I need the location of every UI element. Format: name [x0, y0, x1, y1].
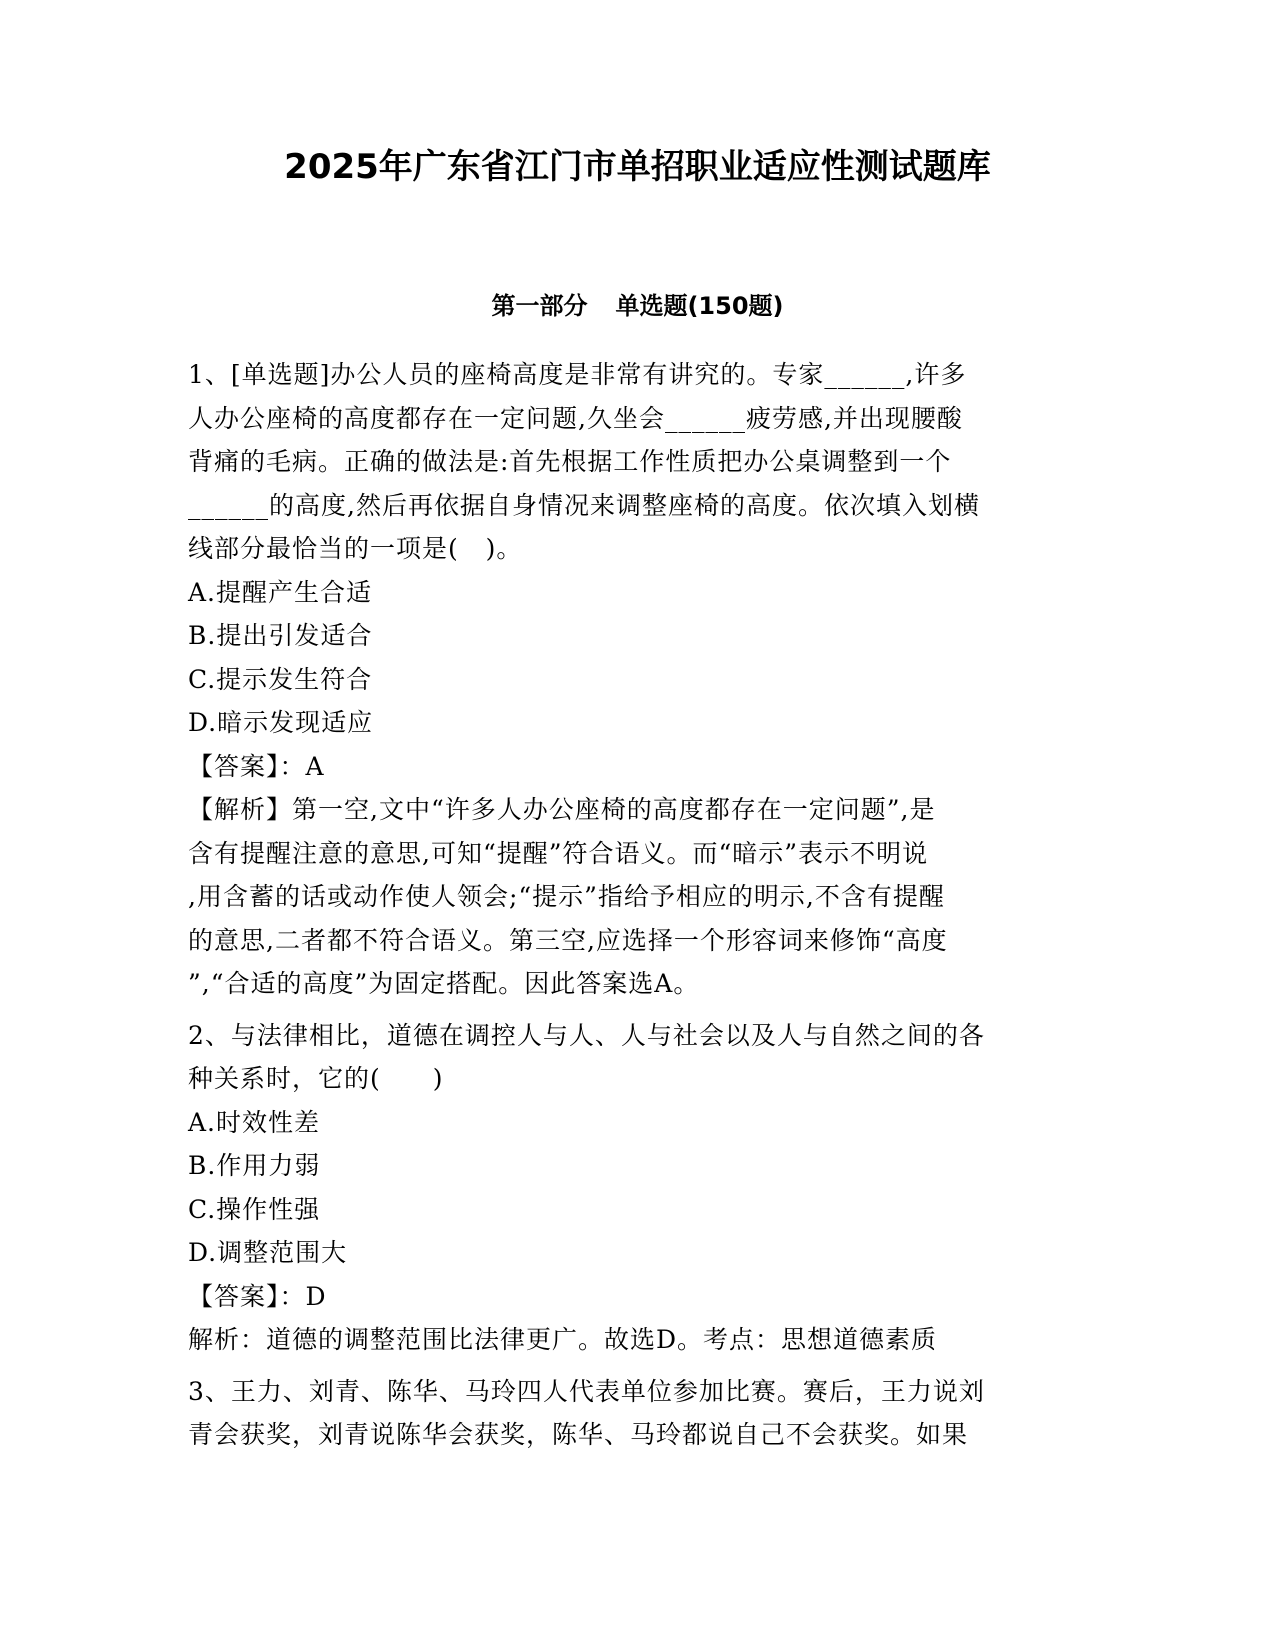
stem-line: 1、[单选题]办公人员的座椅高度是非常有讲究的。专家______,许多 [188, 360, 967, 389]
analysis [188, 1318, 1078, 1362]
option-a: A.时效性差 [188, 1107, 321, 1137]
analysis-line: ,用含蓄的话或动作使人领会;“提示”指给予相应的明示,不含有提醒 [188, 882, 945, 911]
question-1 [188, 353, 1078, 1006]
question-stem [188, 1014, 1078, 1101]
stem-line: 人办公座椅的高度都存在一定问题,久坐会______疲劳感,并出现腰酸 [188, 403, 963, 433]
option-d: D.调整范围大 [188, 1238, 348, 1267]
question-3 [188, 1370, 1078, 1457]
stem-line: 线部分最恰当的一项是( )。 [188, 534, 523, 563]
analysis-line: 的意思,二者都不符合语义。第三空,应选择一个形容词来修饰“高度 [188, 925, 948, 955]
option-c: C.操作性强 [188, 1194, 321, 1224]
stem-line: 种关系时，它的( ) [188, 1064, 444, 1093]
analysis [188, 788, 1078, 1006]
option-a: A.提醒产生合适 [188, 577, 373, 607]
question-stem [188, 353, 1078, 571]
section-name: 单选题(150题) [615, 292, 784, 320]
analysis-line: 解析：道德的调整范围比法律更广。故选D。考点：思想道德素质 [188, 1325, 938, 1354]
analysis-line: 含有提醒注意的意思,可知“提醒”符合语义。而“暗示”表示不明说 [188, 838, 929, 868]
stem-line: 2、与法律相比，道德在调控人与人、人与社会以及人与自然之间的各 [188, 1020, 985, 1050]
stem-line: 青会获奖，刘青说陈华会获奖，陈华、马玲都说自己不会获奖。如果 [188, 1420, 969, 1449]
section-heading [0, 288, 1275, 324]
stem-line: ______的高度,然后再依据自身情况来调整座椅的高度。依次填入划横 [188, 490, 980, 520]
page-title: 2025年广东省江门市单招职业适应性测试题库 [284, 147, 991, 187]
option-b: B.提出引发适合 [188, 621, 373, 650]
answer: 【答案】：D [188, 1281, 327, 1311]
stem-line: 3、王力、刘青、陈华、马玲四人代表单位参加比赛。赛后，王力说刘 [188, 1376, 985, 1406]
answer: 【答案】：A [188, 751, 325, 781]
question-list [188, 353, 1078, 1465]
option-b: B.作用力弱 [188, 1151, 321, 1180]
analysis-line: 【解析】第一空,文中“许多人办公座椅的高度都存在一定问题”,是 [188, 795, 936, 824]
option-d: D.暗示发现适应 [188, 708, 374, 737]
option-c: C.提示发生符合 [188, 664, 373, 694]
stem-line: 背痛的毛病。正确的做法是:首先根据工作性质把办公桌调整到一个 [188, 447, 952, 476]
question-2 [188, 1014, 1078, 1362]
analysis-line: ”,“合适的高度”为固定搭配。因此答案选A。 [188, 969, 700, 998]
question-stem [188, 1370, 1078, 1457]
section-part: 第一部分 [491, 292, 588, 320]
